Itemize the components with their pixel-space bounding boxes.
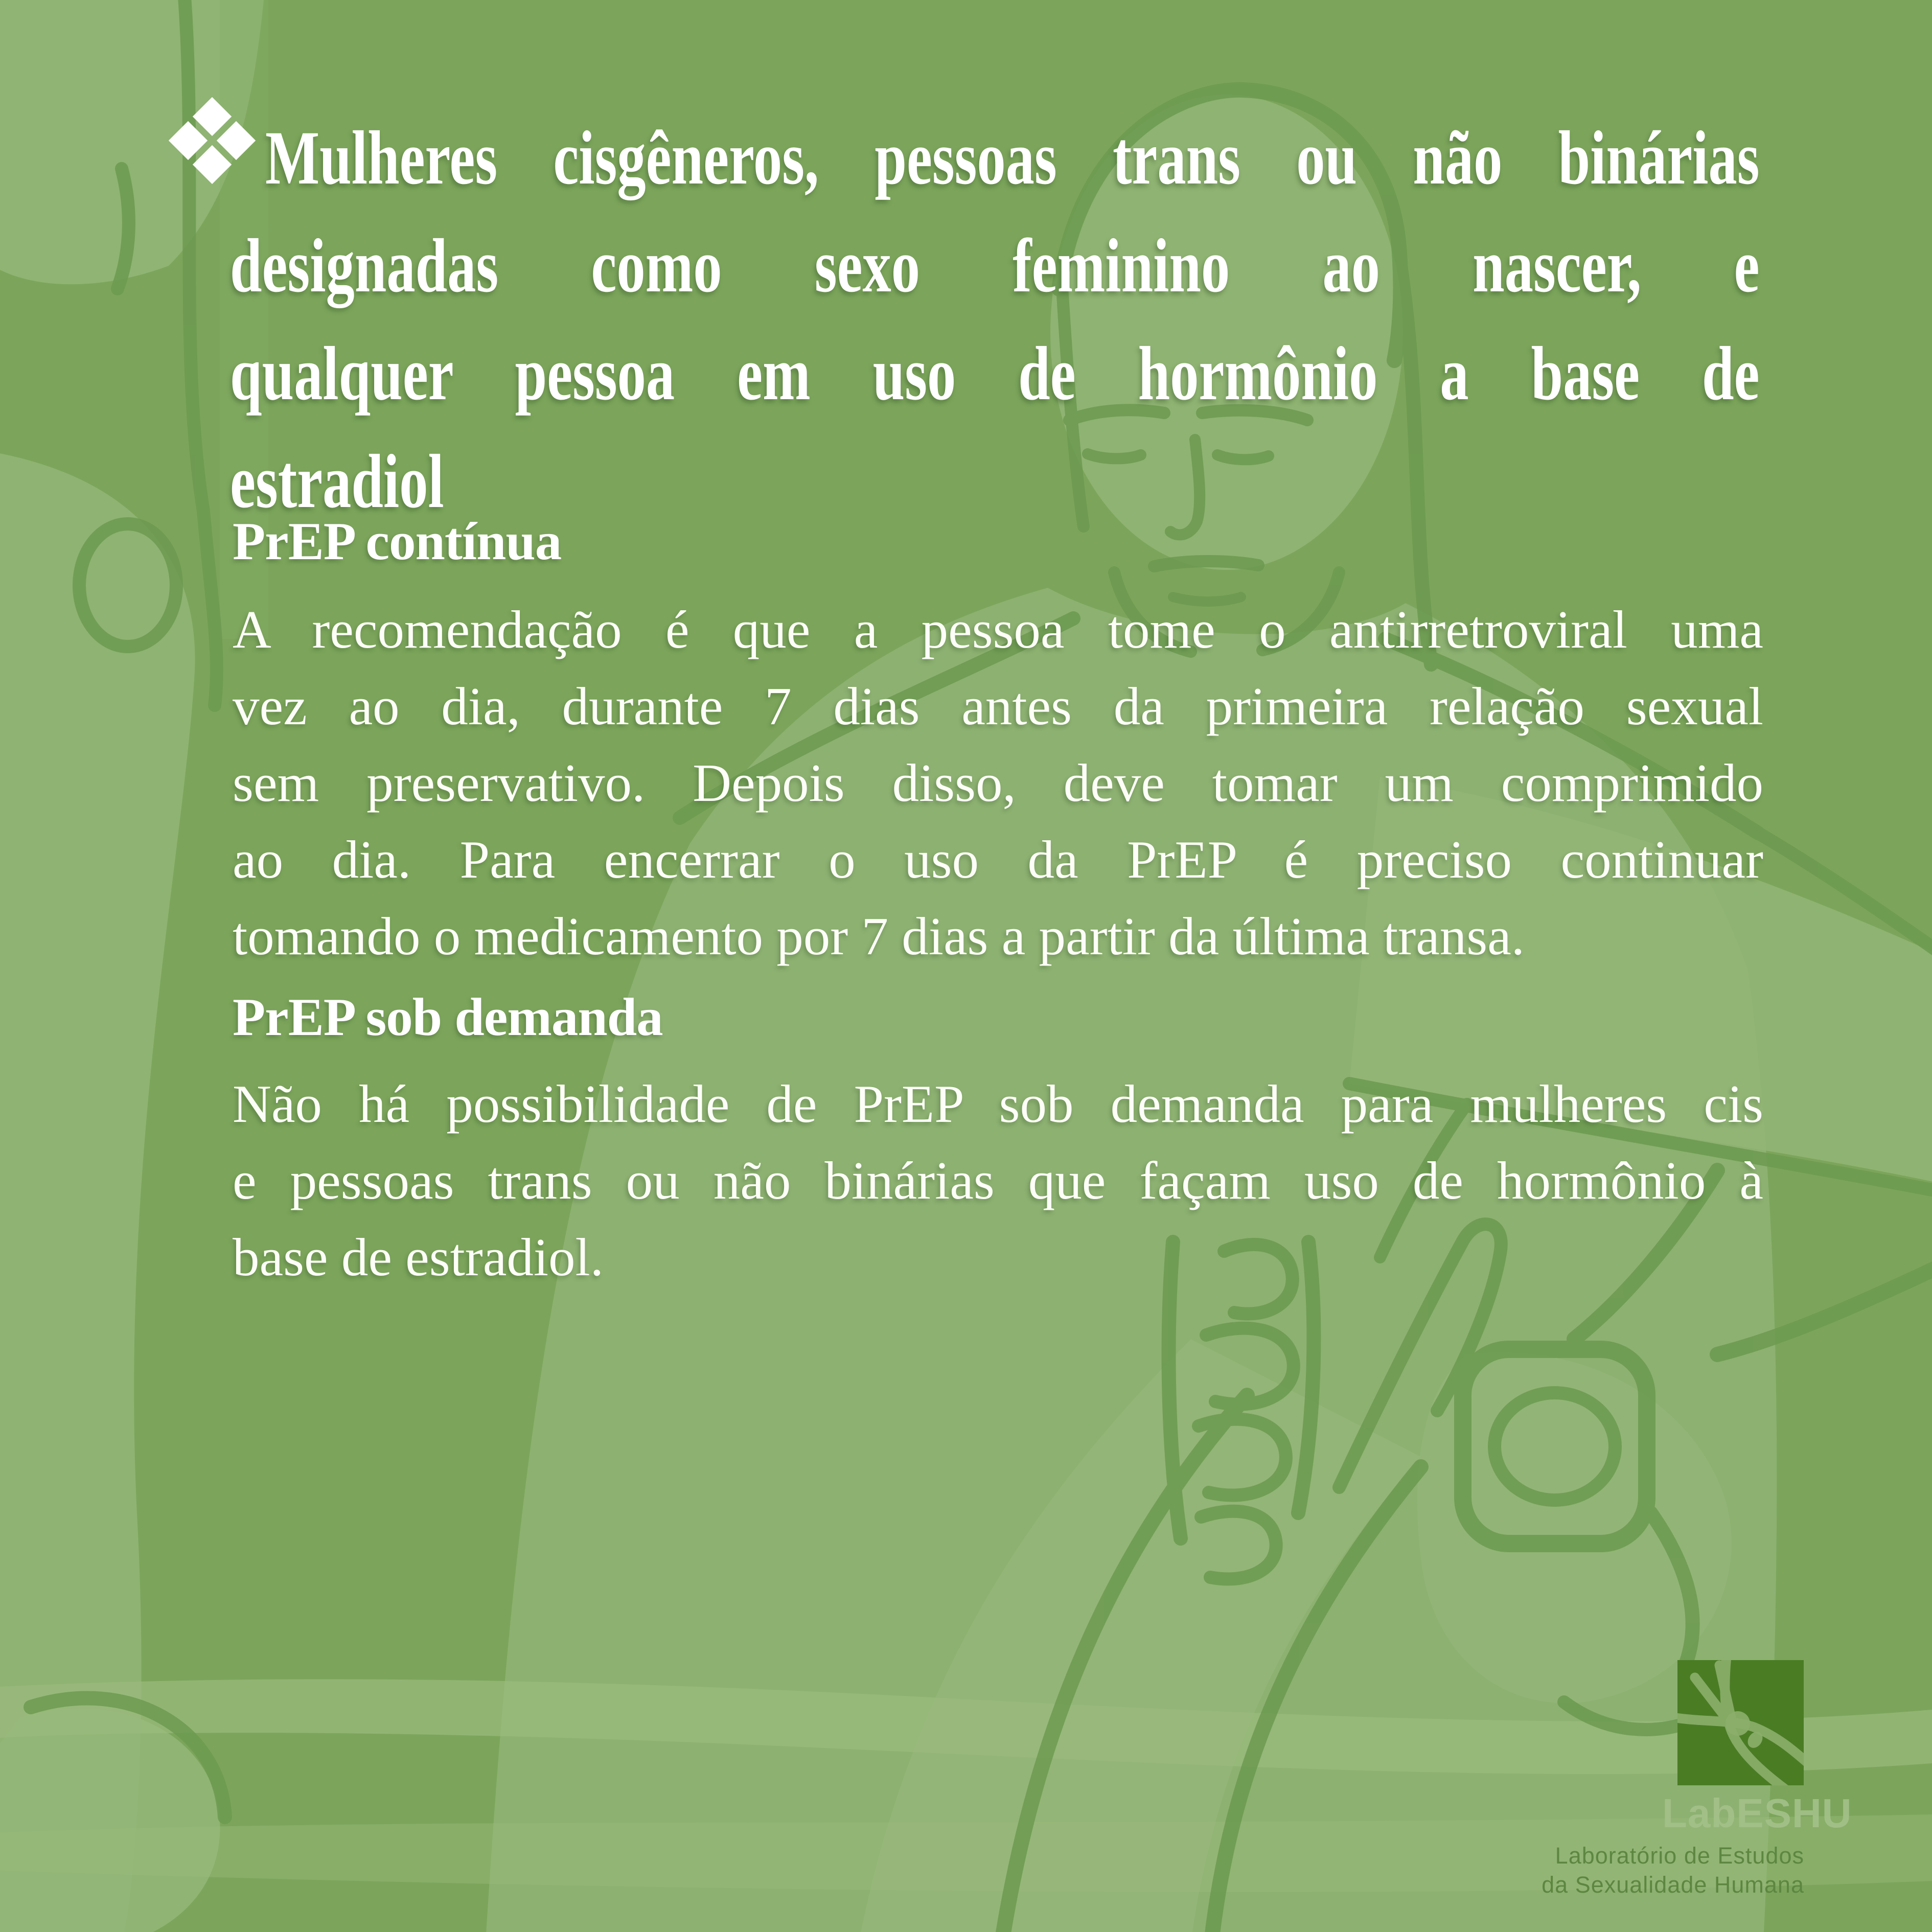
text-line: qualquer pessoa em uso de hormônio a base de: [230, 331, 1760, 416]
dragonfly-icon: [1677, 1660, 1804, 1785]
labeshu-wordmark: LabESHU: [1662, 1790, 1852, 1836]
text-line: estradiol: [230, 439, 444, 524]
section-body-prep-continua: [233, 591, 1763, 975]
labeshu-caption: [1395, 1841, 1804, 1899]
text-line: da Sexualidade Humana: [1542, 1872, 1804, 1898]
text-line: designadas como sexo feminino ao nascer, e: [230, 223, 1760, 308]
section-heading-prep-sob-demanda: PrEP sob demanda: [233, 987, 663, 1047]
diamond-shape: [193, 145, 232, 184]
labeshu-logo: [1677, 1660, 1804, 1785]
text-line: base de estradiol.: [233, 1227, 604, 1287]
section-heading-prep-continua: PrEP contínua: [233, 511, 562, 571]
section-body-prep-sob-demanda: [233, 1066, 1763, 1296]
text-line: e pessoas trans ou não binárias que façam uso de hormônio à: [233, 1151, 1763, 1210]
diamond-shape: [193, 97, 232, 136]
text-line: Não há possibilidade de PrEP sob demanda para mulheres cis: [233, 1074, 1763, 1134]
text-line: Mulheres cisgêneros, pessoas trans ou não binárias: [265, 116, 1760, 200]
card-title: [230, 104, 1760, 536]
text-line: Laboratório de Estudos: [1555, 1843, 1804, 1869]
text-line: A recomendação é que a pessoa tome o antirretroviral uma: [233, 600, 1763, 659]
text-line: ao dia. Para encerrar o uso da PrEP é preciso continuar: [233, 830, 1763, 889]
text-line: sem preservativo. Depois disso, deve tomar um comprimido: [233, 753, 1763, 813]
text-line: tomando o medicamento por 7 dias a partir da última transa.: [233, 906, 1525, 966]
diamond-shape: [169, 121, 208, 160]
text-line: vez ao dia, durante 7 dias antes da primeira relação sexual: [233, 676, 1763, 736]
